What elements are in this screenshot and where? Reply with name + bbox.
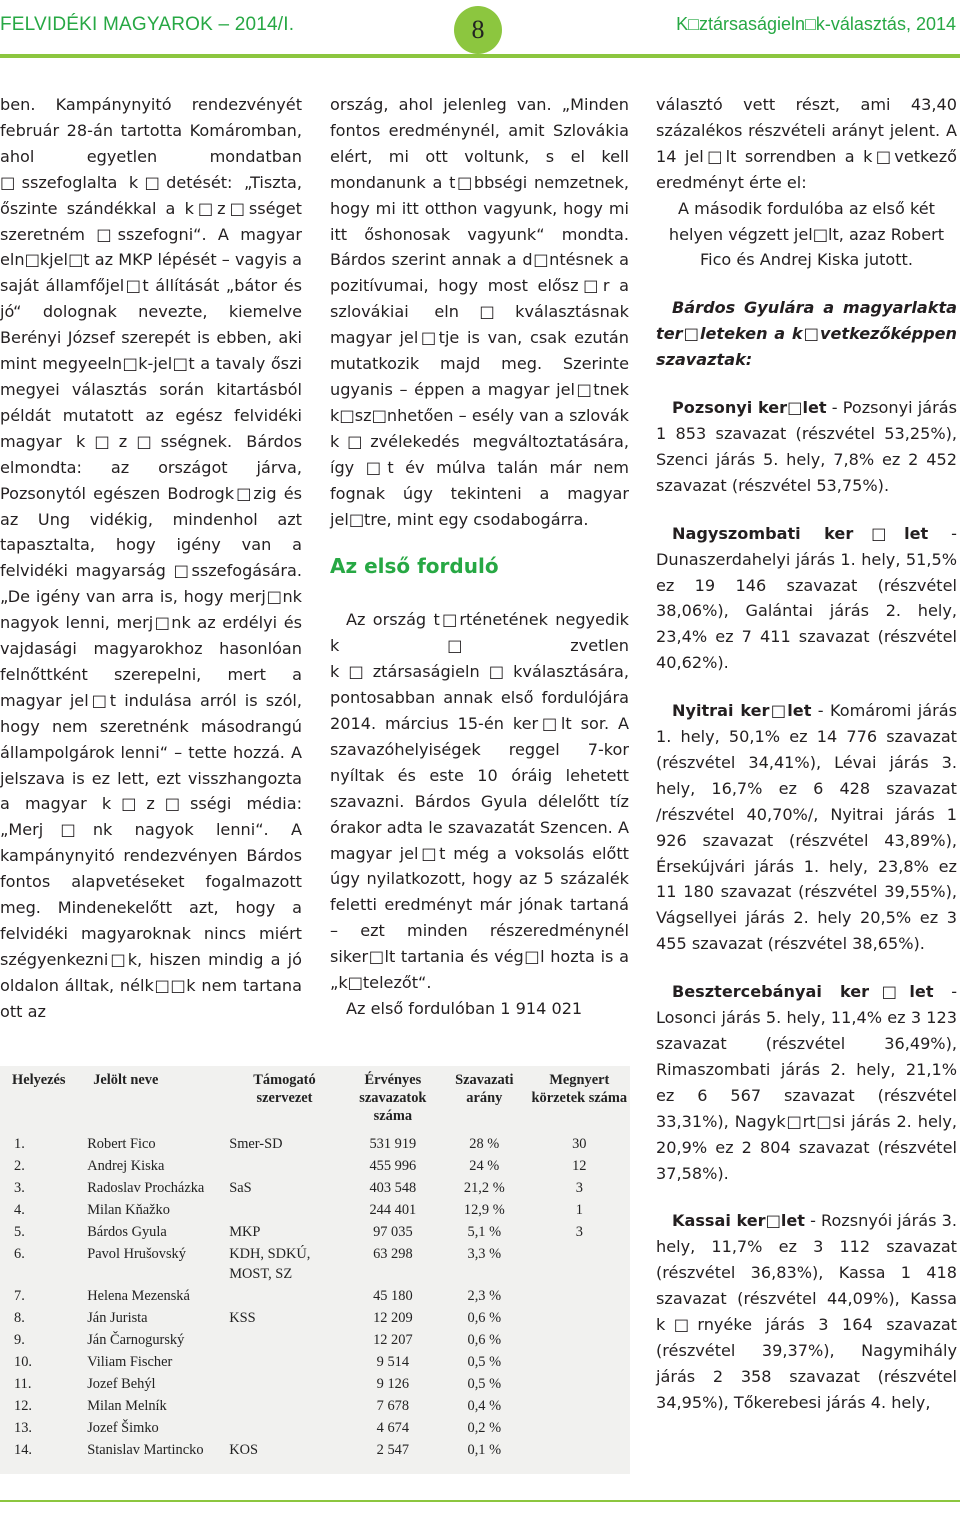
- region-text: - Pozsonyi járás 1 853 szavazat (részvétel 53,25%), Szenci járás 5. hely, 7,8% ez 2 452 szavazat (részvétel 53,75%).: [656, 398, 957, 495]
- table-cell: 1.: [14, 1136, 25, 1152]
- table-header-row: [0, 1066, 630, 1133]
- region-text: - Komáromi járás 1. hely, 50,1% ez 14 776 szavazat (részvétel 34,41%), Lévai járás 3. hely, 16,7% ez 6 428 szavazat /részvétel 40,70%/, Nyitrai járás 1 926 szavazat (részvétel 43,89%), Érsekújvári járás 1. hely, 23,8% ez 11 180 szavazat (részvétel 39,55%), Vágsellyei járás 2. hely 20,5% ez 3 455 szavazat (részvétel 38,65%).: [656, 701, 958, 954]
- table-cell: 1: [575, 1202, 583, 1218]
- region-kassa: [656, 1208, 957, 1415]
- table-row: [0, 1155, 630, 1177]
- region-name: Besztercebányai ker□let: [672, 982, 934, 1002]
- table-cell: MKP: [229, 1224, 261, 1240]
- table-cell: 2 547: [376, 1442, 410, 1458]
- table-cell: [529, 1307, 630, 1329]
- header-party: Támogató szervezet: [253, 1072, 316, 1106]
- table-cell: 11.: [14, 1376, 32, 1392]
- page-header: [0, 0, 960, 56]
- table-cell: Ján Jurista: [87, 1310, 148, 1326]
- table-cell: Ján Čarnogurský: [87, 1332, 185, 1348]
- table-row: [0, 1177, 630, 1199]
- table-cell: SaS: [229, 1180, 252, 1196]
- table-cell: 8.: [14, 1310, 25, 1326]
- table-cell: 2,3 %: [467, 1288, 502, 1304]
- table-cell: 0,5 %: [467, 1376, 502, 1392]
- table-row: [0, 1133, 630, 1155]
- region-besztercebanya: [656, 979, 957, 1186]
- table-cell: [529, 1329, 630, 1351]
- table-cell: Jozef Šimko: [87, 1420, 159, 1436]
- table-cell: 9.: [14, 1332, 25, 1348]
- table-row: [0, 1307, 630, 1329]
- table-cell: 244 401: [369, 1202, 417, 1218]
- table-cell: Robert Fico: [87, 1136, 156, 1152]
- table-cell: [223, 1351, 346, 1373]
- region-name: Nagyszombati ker□let: [672, 523, 929, 543]
- table-cell: 455 996: [369, 1158, 417, 1174]
- table-cell: 0,2 %: [467, 1420, 502, 1436]
- results-table-image: [0, 1066, 630, 1474]
- table-cell: 0,6 %: [467, 1310, 502, 1326]
- table-cell: [223, 1329, 346, 1351]
- table-cell: 14.: [14, 1442, 32, 1458]
- table-cell: 12 209: [373, 1310, 413, 1326]
- table-cell: [529, 1417, 630, 1439]
- table-row: [0, 1199, 630, 1221]
- region-name: Nyitrai ker□let: [672, 701, 812, 721]
- table-cell: 9 126: [376, 1376, 410, 1392]
- table-row: [0, 1351, 630, 1373]
- region-name: Kassai ker□let: [672, 1211, 805, 1231]
- table-cell: [223, 1373, 346, 1395]
- table-cell: Viliam Fischer: [87, 1354, 173, 1370]
- table-cell: Pavol Hrušovský: [87, 1246, 186, 1262]
- table-cell: 4 674: [376, 1420, 410, 1436]
- table-cell: 6.: [14, 1246, 25, 1262]
- column-2: [330, 92, 629, 1022]
- table-cell: 97 035: [373, 1224, 413, 1240]
- column-3-paragraph-1: választó vett részt, ami 43,40 százalékos részvételi arányt jelent. A 14 jel□lt sorrendben a k□vetkező eredményt érte el:: [656, 95, 957, 192]
- table-cell: Smer-SD: [229, 1136, 283, 1152]
- table-cell: [223, 1417, 346, 1439]
- table-cell: [223, 1285, 346, 1307]
- table-row: [0, 1285, 630, 1307]
- table-cell: Radoslav Procházka: [87, 1180, 205, 1196]
- header-candidate: Jelölt neve: [93, 1072, 159, 1088]
- region-name: Pozsonyi ker□let: [672, 398, 827, 418]
- column-3-paragraph-2: A második fordulóba az első két helyen végzett jel□lt, azaz Robert Fico és Andrej Kiska jutott.: [668, 198, 945, 270]
- table-cell: 45 180: [373, 1288, 413, 1304]
- table-cell: 3,3 %: [467, 1246, 502, 1262]
- table-cell: [529, 1285, 630, 1307]
- region-nyitra: [656, 698, 957, 957]
- table-row: [0, 1373, 630, 1395]
- region-results-heading: Bárdos Gyulára a magyarlakta ter□leteken a k□vetkezőképpen szavaztak:: [656, 298, 957, 370]
- table-cell: [223, 1155, 346, 1177]
- results-table: [0, 1066, 630, 1461]
- table-cell: 531 919: [369, 1136, 417, 1152]
- table-cell: [529, 1373, 630, 1395]
- table-cell: KOS: [229, 1442, 258, 1458]
- table-cell: 21,2 %: [463, 1180, 505, 1196]
- table-cell: 0,6 %: [467, 1332, 502, 1348]
- table-cell: 0,5 %: [467, 1354, 502, 1370]
- table-row: [0, 1329, 630, 1351]
- column-2-paragraph-2: Az ország t□rténetének negyedik k□zvetlen k□ztársaságieln□kválasztására, pontosabban annak első fordulójára 2014. március 15-én ker□lt sor. A szavazóhelyiségek reggel 7-kor nyíltak és este 10 óráig lehetett szavazni. Bárdos Gyula délelőtt tíz órakor adta le szavazatát Szencen. A magyar jel□t még a voksolás előtt úgy nyilatkozott, hogy az 5 százalék feletti eredményt már jónak tartaná – ezt minden részeredménynél siker□lt tartania és vég□l hozta is a „k□telezőt“.: [330, 610, 629, 993]
- table-cell: Jozef Behýl: [87, 1376, 156, 1392]
- table-cell: [529, 1439, 630, 1461]
- table-row: [0, 1221, 630, 1243]
- region-text: - Rozsnyói járás 3. hely, 11,7% ez 3 112 szavazat (részvétel 36,83%), Kassa 1 418 szavazat (részvétel 44,09%), Kassa k□rnyéke járás 3 164 szavazat (részvétel 39,37%), Nagymihály járás 2 358 szavazat (részvétel 34,95%), Tőkerebesi járás 4. hely,: [656, 1211, 957, 1412]
- table-cell: Stanislav Martincko: [87, 1442, 204, 1458]
- table-cell: 63 298: [373, 1246, 413, 1262]
- table-cell: Helena Mezenská: [87, 1288, 190, 1304]
- table-row: [0, 1243, 630, 1285]
- footer-rule: [0, 1500, 960, 1502]
- table-cell: 0,4 %: [467, 1398, 502, 1414]
- region-text: - Dunaszerdahelyi járás 1. hely, 51,5% ez 19 146 szavazat (részvétel 38,06%), Galántai járás 2. hely, 23,4% ez 7 411 szavazat (részvétel 40,62%).: [656, 523, 957, 673]
- table-cell: 4.: [14, 1202, 25, 1218]
- table-cell: Milan Melník: [87, 1398, 167, 1414]
- table-cell: Andrej Kiska: [87, 1158, 165, 1174]
- region-text: - Losonci járás 5. hely, 11,4% ez 3 123 szavazat (részvétel 36,49%), Rimaszombati járás 2. hely, 21,1% ez 6 567 szavazat (részvétel 33,31%), Nagyk□rt□si járás 2. hely, 20,9% ez 2 804 szavazat (részvétel 37,58%).: [656, 982, 957, 1183]
- table-cell: 30: [572, 1136, 587, 1152]
- table-body: [0, 1133, 630, 1461]
- column-1: [0, 92, 302, 1025]
- table-cell: 9 514: [376, 1354, 410, 1370]
- header-rank: Helyezés: [12, 1072, 66, 1088]
- table-cell: [223, 1395, 346, 1417]
- header-votes: Érvényes szavazatok száma: [359, 1072, 427, 1124]
- table-cell: 5,1 %: [467, 1224, 502, 1240]
- table-cell: 12.: [14, 1398, 32, 1414]
- publication-title: FELVIDÉKI MAGYAROK – 2014/I.: [0, 14, 295, 35]
- header-rule: [0, 54, 960, 58]
- column-2-paragraph-3: Az első fordulóban 1 914 021: [346, 999, 583, 1018]
- column-3: [656, 92, 957, 1416]
- table-cell: 24 %: [469, 1158, 500, 1174]
- table-row: [0, 1439, 630, 1461]
- table-cell: Bárdos Gyula: [87, 1224, 167, 1240]
- table-cell: Milan Kňažko: [87, 1202, 170, 1218]
- table-cell: 10.: [14, 1354, 32, 1370]
- section-running-title: K□ztársaságieln□k-választás, 2014: [676, 14, 956, 34]
- table-cell: 12,9 %: [463, 1202, 505, 1218]
- table-cell: 28 %: [469, 1136, 500, 1152]
- table-cell: [223, 1199, 346, 1221]
- table-cell: 7.: [14, 1288, 25, 1304]
- table-cell: 3: [575, 1180, 583, 1196]
- table-cell: KDH, SDKÚ, MOST, SZ: [229, 1246, 311, 1282]
- table-cell: 13.: [14, 1420, 32, 1436]
- table-cell: 3.: [14, 1180, 25, 1196]
- table-cell: 0,1 %: [467, 1442, 502, 1458]
- region-pozsony: [656, 395, 957, 499]
- column-2-paragraph-1: ország, ahol jelenleg van. „Minden fontos eredménynél, amit Szlovákia elért, mi ott voltunk, s el kell mondanunk a t□bbségi nemzetnek, hogy mi itt otthon vagyunk, hogy mi itt őshonosak vagyunk“ mondta. Bárdos szerint annak a d□ntésnek a pozitívumai, hogy most elősz□r a szlovákiai eln□kválasztásnak magyar jel□tje is van, csak ezután mutatkozik majd meg. Szerinte ugyanis – éppen a magyar jel□tnek k□sz□nhetően – esély van a szlovák k□zvélekedés megváltoztatására, így □t év múlva talán már nem fognak úgy tekinteni a magyar jel□tre, mint egy csodabogárra.: [330, 95, 629, 529]
- table-cell: 3: [575, 1224, 583, 1240]
- column-1-paragraph: ben. Kampánynyitó rendezvényét február 28-án tartotta Komáromban, ahol egyetlen mondatban □sszefoglalta k□detését: „Tiszta, őszinte szándékkal a k□z□sséget szeretném □sszefogni“. A magyar eln□kjel□t az MKP lépését – vagyis a saját államfőjel□t állítását „bátor és jó“ dolognak nevezte, kiemelve Berényi József szerepét is ebben, aki mint megyeeln□k-jel□t a tavaly őszi megyei választás során kitartásból példát mutatott az egész felvidéki magyar k□z□sségnek. Bárdos elmondta: az országot járva, Pozsonytól egészen Bodrogk□zig és az Ung vidékig, mindenhol azt tapasztalta, hogy igény van a felvidéki magyarság □sszefogására. „De igény van arra is, hogy merj□nk nagyok lenni, merj□nk az erdélyi és vajdasági magyarokhoz hasonlóan felnőttként szerepelni, mert a magyar jel□t indulása arról is szól, hogy nem szeretnénk másodrangú állampolgárok lenni“ – tette hozzá. A jelszava is ez lett, ezt visszhangozta a magyar k□z□sségi média: „Merj□nk nagyok lenni“. A kampánynyitó rendezvényen Bárdos fontos alapvetéseket fogalmazott meg. Mindenekelőtt azt, hogy a felvidéki magyaroknak nincs miért szégyenkezni□k, hiszen mindig a jó oldalon álltak, nélk□□k nem tartana ott az: [0, 95, 302, 1021]
- table-cell: 12 207: [373, 1332, 413, 1348]
- section-title: Az első forduló: [330, 554, 499, 579]
- table-cell: [529, 1351, 630, 1373]
- table-cell: KSS: [229, 1310, 256, 1326]
- header-share: Szavazati arány: [455, 1072, 514, 1106]
- table-cell: [529, 1243, 630, 1285]
- table-cell: 12: [572, 1158, 587, 1174]
- region-nagyszombat: [656, 521, 957, 676]
- table-row: [0, 1395, 630, 1417]
- header-districts: Megnyert körzetek száma: [531, 1072, 628, 1106]
- table-cell: 7 678: [376, 1398, 410, 1414]
- table-cell: 403 548: [369, 1180, 417, 1196]
- table-row: [0, 1417, 630, 1439]
- table-cell: 5.: [14, 1224, 25, 1240]
- table-cell: [529, 1395, 630, 1417]
- table-cell: 2.: [14, 1158, 25, 1174]
- page-number-badge: 8: [454, 6, 502, 54]
